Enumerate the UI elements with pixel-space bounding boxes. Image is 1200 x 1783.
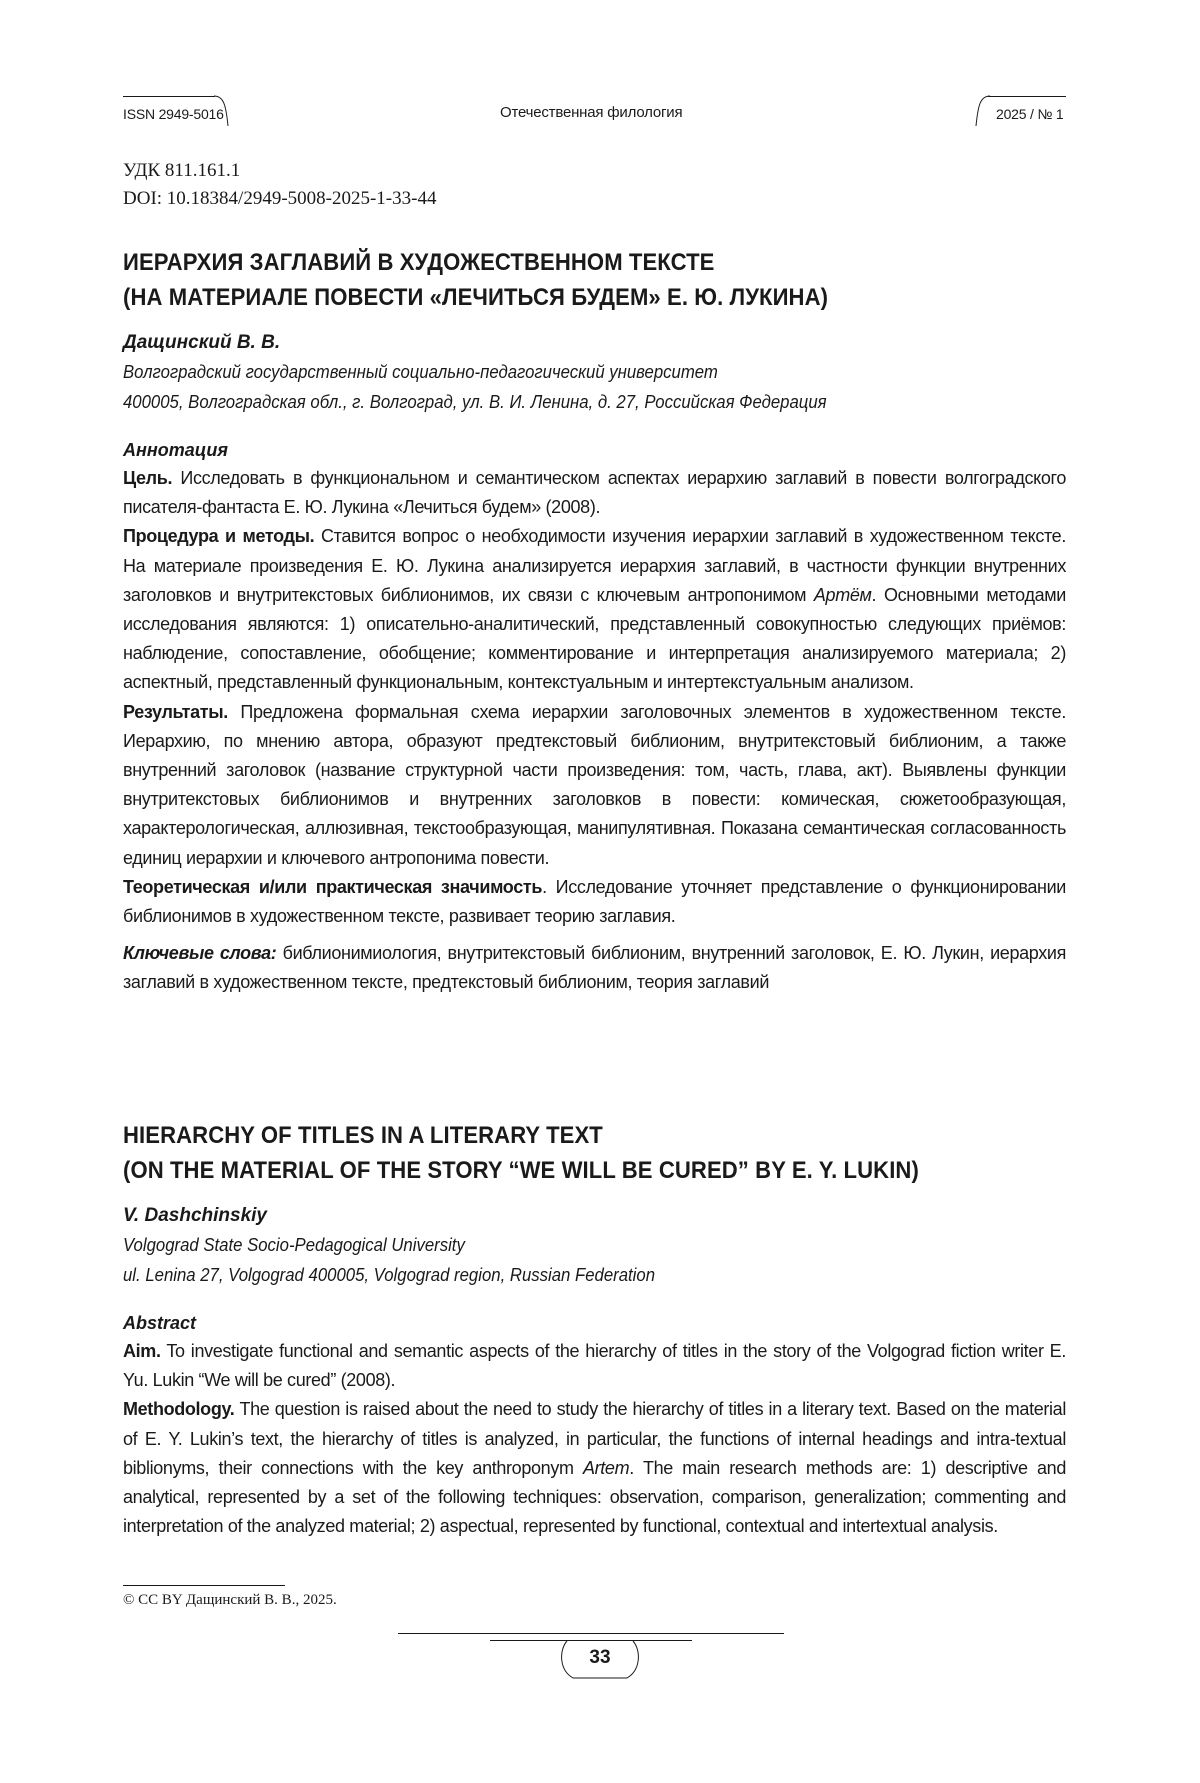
keywords-text-ru: библионимиология, внутритекстовый библионим, внутренний заголовок, Е. Ю. Лукин, иерархия заглавий в художественном тексте, предтекстовый библионим, теория заглавий (123, 943, 1066, 993)
affiliation-en-line1: Volgograd State Socio-Pedagogical University (123, 1235, 465, 1255)
methods-text-ru-b: . Основными методами исследования являются: 1) описательно-аналитический, представленный совокупностью следующих приёмов: наблюдение, сопоставление, обобщение; комментирование и интерпретация анализируемого материала; 2) аспектный, представленный функциональным, контекстуальным и интертекстуальным анализом. (123, 584, 1066, 693)
methods-label-en: Methodology. (123, 1399, 235, 1420)
abstract-en (123, 1337, 1066, 1541)
header-rule-left (123, 96, 215, 97)
results-ru (123, 698, 1066, 873)
title-en-line1: HIERARCHY OF TITLES IN A LITERARY TEXT (123, 1122, 603, 1149)
methods-italic-ru: Артём (813, 584, 872, 605)
title-ru (123, 245, 1006, 315)
results-text-ru: Предложена формальная схема иерархии заголовочных элементов в художественном тексте. Иерархию, по мнению автора, образуют предтекстовый библионим, внутритекстовый библионим, а также внутренний заголовок (название структурной части произведения: том, часть, глава, акт). Выявлены функции внутритекстовых библионимов и внутренних заголовков в повести: комическая, сюжетообразующая, характерологическая, аллюзивная, текстообразующая, манипулятивная. Показана семантическая согласованность единиц иерархии и ключевого антропонима повести. (123, 701, 1066, 868)
title-ru-line1: ИЕРАРХИЯ ЗАГЛАВИЙ В ХУДОЖЕСТВЕННОМ ТЕКСТЕ (123, 249, 715, 276)
aim-text-en: To investigate functional and semantic aspects of the hierarchy of titles in the story of the Volgograd fiction writer E. Yu. Lukin “We will be cured” (2008). (123, 1341, 1066, 1391)
abstract-heading-en: Abstract (123, 1313, 197, 1333)
affiliation-ru-line2: 400005, Волгоградская обл., г. Волгоград, ул. В. И. Ленина, д. 27, Российская Федерация (123, 392, 827, 412)
methods-text-ru-a: Ставится вопрос о необходимости изучения иерархии заглавий в художественном тексте. На материале произведения Е. Ю. Лукина анализируется иерархия заглавий, в частности функции внутренних заголовков и внутритекстовых библионимов, их связи с ключевым антропонимом (123, 526, 1066, 605)
issue-text: 2025 / № 1 (996, 106, 1064, 122)
results-label-ru: Результаты. (123, 701, 228, 722)
methods-ru (123, 522, 1066, 697)
page-rule-upper (398, 1633, 784, 1634)
aim-en (123, 1337, 1066, 1395)
aim-text-ru: Исследовать в функциональном и семантическом аспектах иерархию заглавий в повести волгоградского писателя-фантаста Е. Ю. Лукина «Лечиться будем» (2008). (123, 468, 1066, 518)
aim-label-ru: Цель. (123, 468, 173, 488)
page-number: 33 (589, 1647, 611, 1668)
significance-ru (123, 873, 1066, 931)
title-en-line2: (ON THE MATERIAL OF THE STORY “WE WILL BE CURED” BY E. Y. LUKIN) (123, 1157, 919, 1184)
methods-text-en-a: The question is raised about the need to study the hierarchy of titles in a literary text. Based on the material of E. Y. Lukin’s text, the hierarchy of titles is analyzed, in particular, the functions of internal headings and intra-textual biblionyms, their connections with the key anthroponym (123, 1399, 1066, 1478)
keywords-ru (123, 939, 1066, 997)
author-en: V. Dashchinskiy (123, 1205, 267, 1226)
keywords-label-ru: Ключевые слова: (123, 943, 277, 964)
journal-name: Отечественная филология (500, 104, 683, 121)
title-ru-line2: (НА МАТЕРИАЛЕ ПОВЕСТИ «ЛЕЧИТЬСЯ БУДЕМ» Е. Ю. ЛУКИНА) (123, 284, 829, 311)
affiliation-en-line2: ul. Lenina 27, Volgograd 400005, Volgograd region, Russian Federation (123, 1265, 656, 1285)
abstract-ru (123, 464, 1066, 998)
title-en (123, 1118, 1006, 1188)
significance-text-ru: . Исследование уточняет представление о функционировании библионимов в художественном тексте, развивает теорию заглавия. (123, 876, 1066, 927)
aim-ru (123, 464, 1066, 522)
aim-label-en: Aim. (123, 1341, 161, 1361)
doi: DOI: 10.18384/2949-5008-2025-1-33-44 (123, 188, 437, 209)
affiliation-ru-line1: Волгоградский государственный социально-педагогический университет (123, 362, 718, 382)
methods-italic-en: Artem (582, 1457, 630, 1478)
header-rule-right (988, 96, 1066, 97)
footnote-rule (123, 1585, 285, 1586)
copyright-footnote: © CC BY Дащинский В. В., 2025. (123, 1592, 337, 1608)
methods-label-ru: Процедура и методы. (123, 526, 315, 547)
abstract-heading-ru: Аннотация (123, 440, 228, 460)
issn-text: ISSN 2949-5016 (123, 106, 224, 122)
udk: УДК 811.161.1 (123, 160, 241, 181)
methods-en (123, 1395, 1066, 1541)
author-ru: Дащинский В. В. (123, 332, 281, 353)
methods-text-en-b: . The main research methods are: 1) descriptive and analytical, represented by a set of the following techniques: observation, comparison, generalization; commenting and interpretation of the analyzed material; 2) aspectual, represented by functional, contextual and intertextual analysis. (123, 1457, 1066, 1537)
significance-label-ru: Теоретическая и/или практическая значимость (123, 876, 543, 897)
header-curve-right (962, 94, 992, 128)
